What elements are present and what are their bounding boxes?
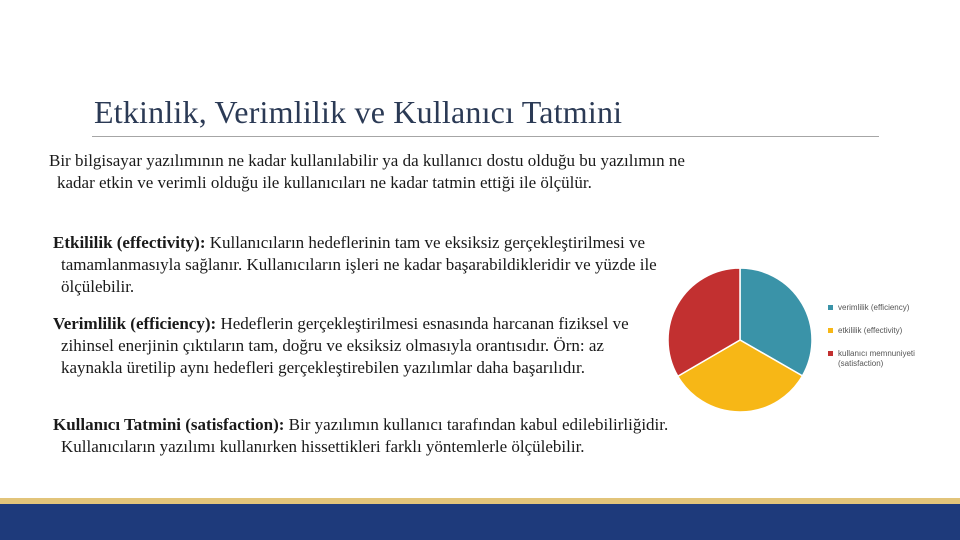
legend-label-1-0: etkililik (effectivity) — [838, 326, 903, 335]
footer-bar — [0, 504, 960, 540]
efficiency-paragraph — [53, 313, 661, 379]
slide-title: Etkinlik, Verimlilik ve Kullanıcı Tatmini — [94, 94, 623, 130]
chart-legend — [826, 300, 936, 380]
title-divider — [92, 136, 879, 137]
satisfaction-paragraph — [53, 414, 671, 458]
efficiency-term: Verimlilik (efficiency): — [53, 314, 217, 333]
efficiency-text: Hedeflerin gerçekleştirilmesi esnasında harcanan fiziksel ve zihinsel enerjinin çıktıların tam, doğru ve eksiksiz olmasıyla orantısıdır. Örn: az kaynakla üretilip aynı hedefleri gerçekleştirebilen yazılımlar daha başarılıdır. — [61, 314, 629, 377]
legend-swatch-0 — [828, 305, 833, 310]
legend-label-2-1: (satisfaction) — [838, 359, 884, 368]
intro-paragraph: Bir bilgisayar yazılımının ne kadar kullanılabilir ya da kullanıcı dostu olduğu bu yazılımın ne kadar etkin ve verimli olduğu ile kullanıcıları ne kadar tatmin ettiği ile ölçülür. — [49, 151, 685, 192]
satisfaction-term: Kullanıcı Tatmini (satisfaction): — [53, 415, 285, 434]
legend-swatch-2 — [828, 351, 833, 356]
satisfaction-text: Bir yazılımın kullanıcı tarafından kabul edilebilirliğidir. Kullanıcıların yazılımı kullanırken hissettikleri farklı yöntemlerle ölçülebilir. — [61, 415, 669, 456]
effectivity-paragraph — [53, 232, 711, 298]
legend-label-0-0: verimlilik (efficiency) — [838, 303, 910, 312]
legend-swatch-1 — [828, 328, 833, 333]
effectivity-text: Kullanıcıların hedeflerinin tam ve eksiksiz gerçekleştirilmesi ve tamamlanmasıyla sağlanır. Kullanıcıların işleri ne kadar başarabildikleridir ve yüzde ile ölçülebilir. — [61, 233, 657, 296]
legend-label-2-0: kullanıcı memnuniyeti — [838, 349, 915, 358]
pie-chart — [660, 260, 820, 420]
effectivity-term: Etkililik (effectivity): — [53, 233, 206, 252]
